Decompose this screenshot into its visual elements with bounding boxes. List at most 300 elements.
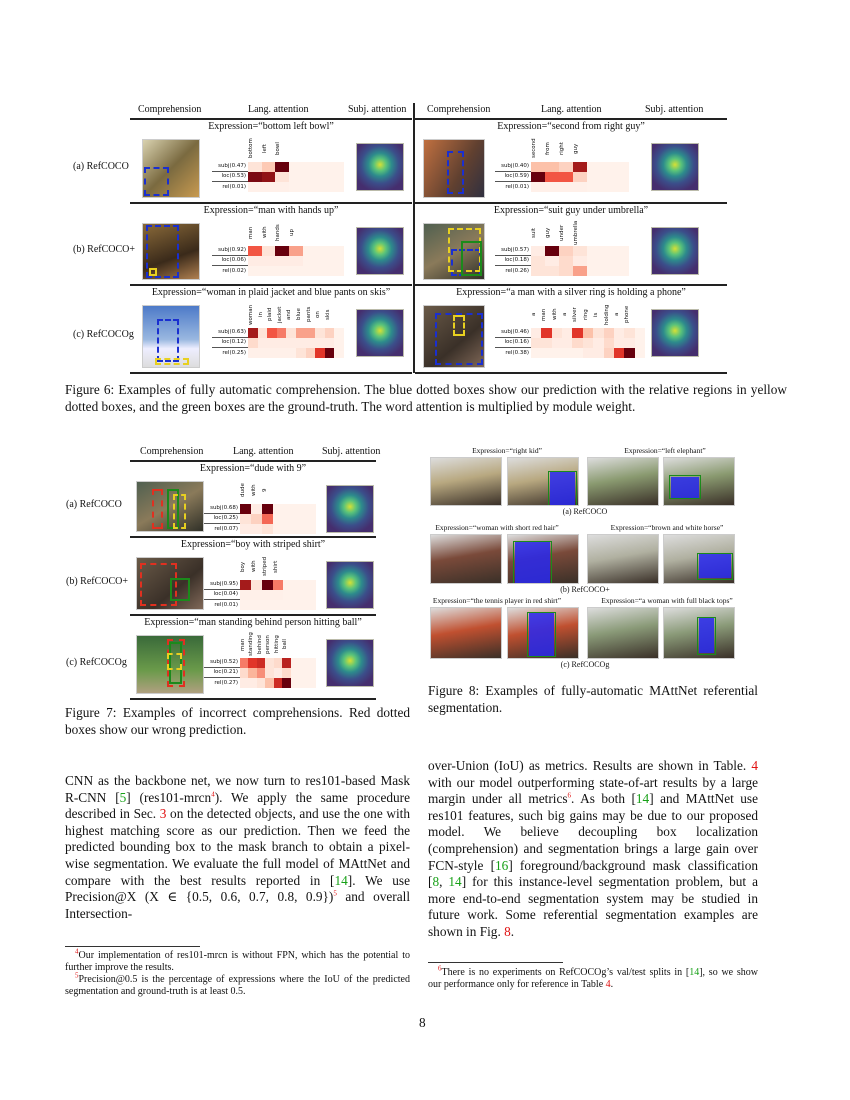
expression-text: Expression=“left elephant”: [624, 446, 706, 455]
comprehension-image: [142, 305, 200, 368]
heatmap-cell: [573, 246, 587, 256]
cross-reference-link[interactable]: 4: [751, 758, 758, 773]
heatmap-cell: [240, 590, 251, 600]
heatmap-word-labels: [248, 300, 344, 328]
heatmap-word: under: [559, 224, 565, 241]
column-header: Comprehension: [138, 104, 202, 115]
row-rule: [130, 536, 376, 538]
heatmap-cell: [248, 328, 258, 338]
row-rule: [415, 284, 727, 286]
module-weight-label: subj(0.52): [210, 659, 238, 665]
heatmap-cell: [545, 246, 559, 256]
expression-text: Expression=“suit guy under umbrella”: [493, 205, 649, 216]
cross-reference-link[interactable]: 8: [504, 923, 511, 939]
bounding-box: [453, 315, 465, 336]
citation-link[interactable]: 14: [689, 967, 700, 978]
heatmap-row: [212, 338, 344, 348]
expression-text: Expression=“man with hands up”: [203, 205, 339, 216]
module-weight-label: subj(0.46): [501, 329, 529, 335]
expression-text: Expression=“woman in plaid jacket and blue pants on skis”: [151, 287, 391, 298]
text-run: ] foreground/background mask classification [: [428, 857, 758, 890]
module-weight-label: subj(0.95): [210, 581, 238, 587]
heatmap-cell: [277, 338, 287, 348]
citation-link[interactable]: 16: [495, 857, 509, 873]
heatmap-cell: [305, 504, 316, 514]
heatmap-cell: [248, 678, 256, 688]
footnotes-right: [428, 964, 758, 991]
heatmap-row: [212, 348, 344, 358]
header-rule: [415, 118, 727, 120]
heatmap-row: [495, 256, 629, 266]
column-header: Lang. attention: [233, 446, 294, 457]
heatmap-cell: [248, 172, 262, 182]
heatmap-cell: [262, 504, 273, 514]
heatmap-cell: [308, 658, 316, 668]
heatmap-cell: [635, 328, 645, 338]
footnote-rule: [65, 946, 200, 947]
heatmap-row: [495, 328, 645, 338]
heatmap-cell: [258, 328, 268, 338]
heatmap-row: [204, 504, 316, 514]
ground-truth-box: [513, 541, 552, 584]
heatmap-word: man: [541, 308, 548, 321]
module-weight-label: loc(0.59): [504, 173, 529, 179]
heatmap-cell: [305, 600, 316, 610]
citation-link[interactable]: 14: [448, 874, 462, 890]
heatmap-cell: [257, 678, 265, 688]
heatmap-row: [495, 348, 645, 358]
module-weight-label: loc(0.21): [213, 669, 238, 675]
heatmap-cell: [559, 182, 573, 192]
heatmap-cell: [251, 514, 262, 524]
heatmap-row: [204, 678, 316, 688]
heatmap-cell: [275, 246, 289, 256]
expression-text: Expression=“right kid”: [472, 446, 542, 455]
heatmap-cell: [262, 524, 273, 534]
attention-heatmap: [212, 134, 344, 192]
comprehension-image: [136, 635, 204, 694]
citation-link[interactable]: 14: [635, 791, 650, 807]
text-run: .: [610, 979, 614, 990]
text-run: ]. We use Precision@X (X ∈ {0.5, 0.6, 0.7, 0.8, 0.9}): [65, 872, 410, 905]
heatmap-cell: [559, 162, 573, 172]
attention-heatmap: [204, 630, 316, 688]
heatmap-row: [212, 162, 344, 172]
heatmap-word: right: [559, 142, 565, 155]
bounding-box: [173, 494, 186, 528]
heatmap-cell: [615, 266, 629, 276]
module-weight-label: loc(0.06): [221, 257, 246, 263]
heatmap-cell: [294, 600, 305, 610]
heatmap-cell: [289, 256, 303, 266]
column-header: Lang. attention: [248, 104, 309, 115]
citation-link[interactable]: 5: [119, 789, 127, 805]
module-weight-label: subj(0.40): [501, 163, 529, 169]
heatmap-cell: [615, 182, 629, 192]
heatmap-cell: [283, 590, 294, 600]
expression-text: Expression=“woman with short red hair”: [435, 523, 559, 532]
heatmap-word: is: [593, 312, 600, 317]
heatmap-cell: [282, 658, 290, 668]
text-run: .: [510, 923, 515, 939]
expression-text: Expression=“man standing behind person hitting ball”: [144, 617, 362, 628]
module-weight-label: subj(0.57): [501, 247, 529, 253]
heatmap-word: suit: [531, 227, 537, 238]
heatmap-cell: [330, 256, 344, 266]
heatmap-cell: [248, 266, 262, 276]
figure-8-caption: Figure 8: Examples of fully-automatic MAttNet referential segmentation.: [428, 683, 758, 715]
heatmap-row: [212, 328, 344, 338]
heatmap-cell: [262, 172, 276, 182]
module-weight-label: rel(0.01): [222, 183, 246, 190]
heatmap-cell: [248, 338, 258, 348]
heatmap-word: jacket: [276, 306, 283, 323]
heatmap-cell: [559, 256, 573, 266]
panel-divider: [413, 103, 415, 373]
heatmap-cell: [274, 668, 282, 678]
heatmap-word: hitting: [273, 635, 280, 654]
footnote-marker[interactable]: 6: [567, 791, 572, 800]
heatmap-row: [204, 600, 316, 610]
citation-link[interactable]: 14: [334, 872, 348, 888]
heatmap-cell: [289, 172, 303, 182]
ground-truth-box: [697, 553, 733, 580]
heatmap-word: blue: [295, 308, 302, 321]
module-weight-label: rel(0.26): [505, 267, 529, 274]
heatmap-cell: [248, 246, 262, 256]
segmentation-image: [663, 457, 735, 506]
attention-heatmap: [204, 552, 316, 610]
column-header: Lang. attention: [541, 104, 602, 115]
heatmap-word: striped: [261, 556, 268, 577]
expression-text: Expression=“a man with a silver ring is holding a phone”: [456, 287, 686, 298]
heatmap-cell: [303, 266, 317, 276]
heatmap-cell: [615, 162, 629, 172]
heatmap-cell: [601, 266, 615, 276]
subject-attention-map: [326, 639, 374, 687]
module-weight-label: rel(0.01): [214, 601, 238, 608]
heatmap-cell: [305, 514, 316, 524]
heatmap-cell: [325, 328, 335, 338]
heatmap-cell: [635, 338, 645, 348]
heatmap-cell: [251, 580, 262, 590]
heatmap-word: person: [265, 635, 272, 654]
heatmap-cell: [265, 678, 273, 688]
heatmap-cell: [306, 338, 316, 348]
row-rule: [130, 284, 412, 286]
text-run: ] (res101-mrcn: [126, 789, 212, 805]
heatmap-cell: [587, 256, 601, 266]
heatmap-cell: [604, 328, 614, 338]
heatmap-cell: [572, 338, 582, 348]
heatmap-cell: [257, 658, 265, 668]
text-run: on the detected objects, and use the one with highest matching score as our prediction. Then we feed the predicted bounding box to the mask branch to obtain a pixel-wise segmentation. We evaluate the full model of MAttNet and compare with the best results reported in [: [65, 806, 411, 888]
bounding-box: [149, 268, 157, 276]
module-weight-label: subj(0.47): [218, 163, 246, 169]
heatmap-cell: [604, 348, 614, 358]
heatmap-cell: [559, 246, 573, 256]
text-run: ,: [439, 874, 449, 890]
heatmap-cell: [325, 348, 335, 358]
heatmap-word: with: [250, 484, 257, 497]
heatmap-word: behind: [256, 635, 263, 654]
heatmap-word: hands: [275, 224, 282, 241]
heatmap-cell: [317, 256, 331, 266]
heatmap-cell: [601, 162, 615, 172]
heatmap-cell: [601, 246, 615, 256]
heatmap-cell: [251, 590, 262, 600]
footnote-marker[interactable]: 5: [333, 889, 337, 898]
footnotes-left: [65, 947, 410, 998]
heatmap-cell: [248, 348, 258, 358]
row-rule: [415, 202, 727, 204]
cross-reference-link[interactable]: 4: [605, 979, 611, 990]
heatmap-row: [495, 266, 629, 276]
figure-8: [425, 443, 745, 671]
heatmap-cell: [601, 256, 615, 266]
heatmap-cell: [587, 266, 601, 276]
heatmap-cell: [531, 182, 545, 192]
heatmap-cell: [587, 182, 601, 192]
citation-link[interactable]: 8: [432, 874, 440, 890]
dataset-label: (c) RefCOCOg: [66, 657, 127, 668]
heatmap-row: [204, 590, 316, 600]
subject-attention-map: [356, 309, 404, 357]
heatmap-cell: [562, 328, 572, 338]
heatmap-word: standing: [248, 632, 255, 657]
expression-text: Expression=“a woman with full black tops”: [601, 596, 733, 605]
subject-attention-map: [356, 143, 404, 191]
heatmap-cell: [531, 266, 545, 276]
heatmap-cell: [545, 182, 559, 192]
expression-text: Expression=“dude with 9”: [199, 463, 307, 474]
footnote-marker[interactable]: 4: [75, 947, 79, 956]
heatmap-cell: [282, 678, 290, 688]
heatmap-word-labels: [240, 630, 316, 658]
subject-attention-map: [326, 485, 374, 533]
heatmap-cell: [275, 256, 289, 266]
heatmap-cell: [289, 266, 303, 276]
heatmap-word: silver: [572, 307, 579, 322]
heatmap-cell: [330, 266, 344, 276]
heatmap-row: [212, 256, 344, 266]
heatmap-word-labels: [248, 218, 344, 246]
page-number: 8: [419, 1015, 426, 1030]
column-header: Subj. attention: [322, 446, 381, 457]
heatmap-cell: [283, 580, 294, 590]
heatmap-word: on: [315, 311, 322, 318]
footnote: [428, 964, 758, 991]
heatmap-cell: [305, 524, 316, 534]
attention-heatmap: [212, 300, 344, 358]
text-run: and overall Intersection-: [65, 889, 411, 921]
heatmap-cell: [334, 348, 344, 358]
footnote-marker[interactable]: 6: [438, 964, 442, 973]
heatmap-cell: [248, 256, 262, 266]
heatmap-cell: [267, 328, 277, 338]
module-weight-label: rel(0.38): [505, 349, 529, 356]
heatmap-word: holding: [603, 304, 610, 325]
heatmap-word: pants: [305, 306, 312, 323]
segmentation-image: [430, 534, 502, 584]
heatmap-word: a: [531, 312, 537, 317]
heatmap-cell: [303, 182, 317, 192]
text-run: over-Union (IoU) as metrics. Results are shown in Table.: [428, 758, 752, 773]
subject-attention-map: [326, 561, 374, 609]
segmentation-image: [663, 534, 735, 584]
heatmap-cell: [573, 266, 587, 276]
heatmap-cell: [541, 328, 551, 338]
subject-attention-map: [651, 143, 699, 191]
heatmap-cell: [572, 328, 582, 338]
heatmap-word: ball: [282, 639, 289, 650]
heatmap-cell: [330, 172, 344, 182]
heatmap-word-labels: [531, 300, 645, 328]
heatmap-word: guy: [545, 227, 551, 238]
heatmap-cell: [240, 668, 248, 678]
text-run: ] for this instance-level segmentation problem, but a more end-to-end segmentation system may be studied in future work. Some referential segmentation examples are shown in Fig.: [428, 874, 758, 939]
heatmap-word: skis: [324, 309, 331, 320]
heatmap-cell: [294, 580, 305, 590]
heatmap-cell: [531, 348, 541, 358]
module-weight-label: loc(0.18): [504, 257, 529, 263]
heatmap-cell: [315, 348, 325, 358]
row-rule: [130, 698, 376, 700]
heatmap-cell: [573, 256, 587, 266]
text-run: Our implementation of res101-mrcn is without FPN, which has the potential to further improve the results.: [65, 950, 410, 973]
heatmap-word: ring: [582, 309, 589, 320]
module-weight-label: rel(0.25): [222, 349, 246, 356]
row-rule: [130, 372, 412, 374]
heatmap-cell: [275, 162, 289, 172]
heatmap-cell: [289, 162, 303, 172]
segmentation-image: [507, 534, 579, 584]
heatmap-cell: [273, 504, 284, 514]
bounding-box: [447, 151, 464, 194]
heatmap-cell: [330, 162, 344, 172]
heatmap-cell: [294, 504, 305, 514]
text-run: ). We apply the same procedure described in Sec.: [65, 789, 410, 822]
heatmap-cell: [305, 590, 316, 600]
bounding-box: [167, 653, 182, 670]
heatmap-cell: [296, 328, 306, 338]
heatmap-row: [204, 580, 316, 590]
heatmap-cell: [572, 348, 582, 358]
segmentation-image: [587, 607, 659, 659]
figure-6-caption: Figure 6: Examples of fully automatic comprehension. The blue dotted boxes show our prediction with the relative regions in yellow dotted boxes, and the green boxes are the ground-truth. The word attention is multiplied by module weight.: [65, 382, 787, 414]
footnote-rule: [428, 962, 563, 963]
heatmap-cell: [299, 658, 307, 668]
row-rule: [130, 614, 376, 616]
footnote-marker[interactable]: 5: [75, 971, 79, 980]
heatmap-cell: [283, 504, 294, 514]
heatmap-cell: [583, 338, 593, 348]
heatmap-word: plaid: [267, 307, 274, 322]
heatmap-word: man: [240, 638, 246, 651]
heatmap-cell: [291, 658, 299, 668]
heatmap-word: in: [257, 312, 264, 318]
heatmap-cell: [275, 182, 289, 192]
heatmap-cell: [262, 600, 273, 610]
cross-reference-link[interactable]: 3: [159, 806, 167, 822]
heatmap-cell: [545, 256, 559, 266]
heatmap-cell: [330, 246, 344, 256]
segmentation-image: [587, 534, 659, 584]
heatmap-row: [495, 182, 629, 192]
heatmap-cell: [294, 514, 305, 524]
column-header: Subj. attention: [645, 104, 704, 115]
heatmap-cell: [251, 524, 262, 534]
figure-6: [70, 103, 730, 375]
heatmap-cell: [248, 162, 262, 172]
heatmap-cell: [593, 328, 603, 338]
heatmap-cell: [240, 600, 251, 610]
heatmap-cell: [289, 246, 303, 256]
heatmap-cell: [283, 524, 294, 534]
bounding-box: [144, 167, 169, 196]
module-weight-label: rel(0.02): [222, 267, 246, 274]
footnote: [65, 971, 410, 998]
heatmap-word: with: [250, 560, 257, 573]
figure-7-caption: Figure 7: Examples of incorrect comprehensions. Red dotted boxes show our wrong prediction.: [65, 705, 410, 737]
heatmap-cell: [317, 246, 331, 256]
heatmap-cell: [624, 328, 634, 338]
expression-text: Expression=“boy with striped shirt”: [180, 539, 326, 550]
heatmap-word: with: [261, 226, 268, 239]
heatmap-cell: [306, 328, 316, 338]
footnote-marker[interactable]: 4: [211, 790, 215, 799]
dataset-label: (a) RefCOCO: [66, 499, 122, 510]
heatmap-row: [204, 658, 316, 668]
heatmap-cell: [273, 580, 284, 590]
dataset-label: (a) RefCOCO: [73, 161, 129, 172]
module-weight-label: loc(0.04): [213, 591, 238, 597]
heatmap-cell: [283, 514, 294, 524]
heatmap-word: from: [545, 142, 551, 155]
heatmap-cell: [248, 182, 262, 192]
heatmap-cell: [614, 348, 624, 358]
heatmap-cell: [562, 338, 572, 348]
heatmap-cell: [248, 658, 256, 668]
heatmap-cell: [615, 172, 629, 182]
heatmap-cell: [624, 348, 634, 358]
row-rule: [415, 372, 727, 374]
heatmap-cell: [531, 256, 545, 266]
heatmap-cell: [317, 266, 331, 276]
heatmap-cell: [251, 504, 262, 514]
heatmap-cell: [303, 162, 317, 172]
heatmap-cell: [545, 172, 559, 182]
heatmap-word: with: [551, 308, 558, 321]
heatmap-cell: [317, 162, 331, 172]
heatmap-cell: [615, 256, 629, 266]
heatmap-cell: [267, 348, 277, 358]
module-weight-label: subj(0.68): [210, 505, 238, 511]
heatmap-cell: [258, 338, 268, 348]
heatmap-row: [495, 246, 629, 256]
heatmap-cell: [306, 348, 316, 358]
comprehension-image: [136, 481, 204, 532]
heatmap-cell: [296, 338, 306, 348]
heatmap-word: woman: [248, 304, 254, 325]
comprehension-image: [423, 139, 485, 198]
figure-7: [66, 445, 381, 700]
heatmap-cell: [615, 246, 629, 256]
heatmap-cell: [257, 668, 265, 678]
heatmap-cell: [593, 348, 603, 358]
heatmap-cell: [294, 524, 305, 534]
body-text-right: [428, 758, 758, 941]
